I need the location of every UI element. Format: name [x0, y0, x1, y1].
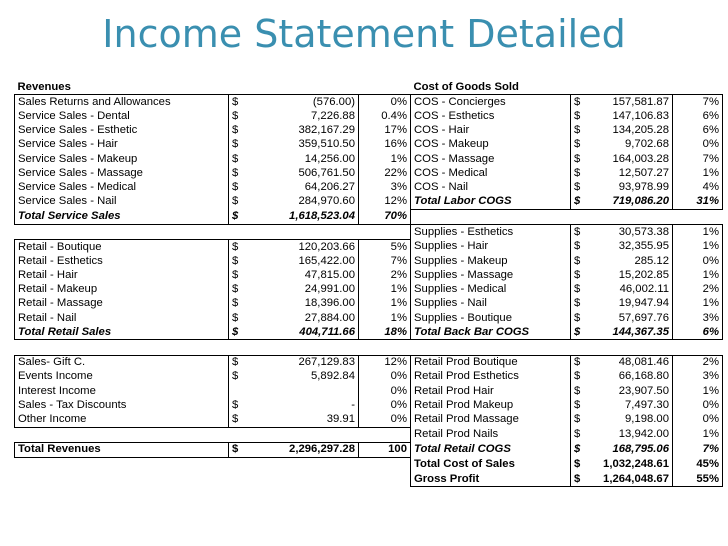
revenue-label: Retail - Esthetics: [15, 254, 229, 268]
cogs-label: Supplies - Boutique: [411, 311, 571, 325]
cogs-amount: 46,002.11: [619, 283, 669, 296]
cogs-amount: 23,907.50: [618, 384, 669, 397]
revenue-label: Service Sales - Dental: [15, 109, 229, 123]
cogs-percent: 1%: [673, 427, 723, 442]
table-row: [15, 325, 723, 340]
cogs-currency: $: [571, 224, 593, 239]
cogs-percent: 7%: [673, 152, 723, 166]
cogs-label: Supplies - Massage: [411, 268, 571, 282]
revenue-percent: 0%: [359, 412, 411, 427]
cogs-currency: $: [571, 311, 593, 325]
revenue-amount: 404,711.66: [251, 325, 359, 340]
revenue-percent: [359, 472, 411, 487]
revenue-percent: 70%: [359, 209, 411, 224]
revenue-percent: 0.4%: [359, 109, 411, 123]
revenue-amount: 5,892.84: [311, 370, 355, 383]
revenue-currency: $: [229, 442, 251, 457]
table-row: [15, 340, 723, 355]
revenue-currency: $: [229, 152, 251, 166]
table-row: [15, 240, 723, 255]
revenue-percent: 16%: [359, 138, 411, 152]
revenue-amount: 2,296,297.28: [251, 442, 359, 457]
cogs-percent: 6%: [673, 109, 723, 123]
table-row: [15, 224, 723, 239]
cogs-currency: $: [571, 195, 593, 210]
cogs-header: Cost of Goods Sold: [413, 80, 519, 93]
cogs-label: Supplies - Medical: [411, 283, 571, 297]
revenue-currency: [229, 457, 251, 472]
table-row: [15, 427, 723, 442]
revenue-percent: 7%: [359, 254, 411, 268]
revenue-label: Service Sales - Esthetic: [15, 124, 229, 138]
cogs-currency: $: [571, 138, 593, 152]
cogs-label: COS - Makeup: [411, 138, 571, 152]
cogs-percent: 0%: [673, 138, 723, 152]
revenue-label: [15, 340, 229, 355]
cogs-label: Retail Prod Boutique: [411, 355, 571, 370]
cogs-percent: 3%: [673, 370, 723, 384]
cogs-percent: [673, 340, 723, 355]
table-row: [15, 442, 723, 457]
revenue-percent: [359, 457, 411, 472]
revenue-currency: $: [229, 412, 251, 427]
table-row: [15, 457, 723, 472]
cogs-label: Supplies - Nail: [411, 297, 571, 311]
table-row: [15, 398, 723, 412]
revenue-label: Service Sales - Medical: [15, 180, 229, 194]
cogs-amount: 134,205.28: [612, 124, 669, 137]
revenue-amount: 284,970.60: [298, 195, 355, 208]
cogs-amount: 7,497.30: [625, 398, 669, 411]
revenue-amount: 39.91: [251, 412, 359, 427]
cogs-currency: $: [571, 427, 593, 442]
revenue-label: Total Revenues: [15, 442, 229, 457]
cogs-percent: 45%: [673, 457, 723, 472]
cogs-amount: 13,942.00: [618, 428, 669, 441]
revenue-label: Events Income: [15, 370, 229, 384]
revenue-currency: $: [229, 283, 251, 297]
cogs-percent: 2%: [673, 355, 723, 370]
revenue-currency: $: [229, 370, 251, 384]
revenue-percent: 100: [359, 442, 411, 457]
cogs-label: Supplies - Hair: [411, 240, 571, 255]
table-row: [15, 95, 723, 110]
cogs-currency: $: [571, 152, 593, 166]
revenue-currency: $: [229, 297, 251, 311]
cogs-label: COS - Nail: [411, 180, 571, 194]
revenue-percent: 1%: [359, 297, 411, 311]
cogs-label: [411, 340, 571, 355]
revenue-currency: $: [229, 209, 251, 224]
cogs-amount: [593, 209, 673, 224]
revenue-amount: 24,991.00: [304, 283, 355, 296]
cogs-percent: 31%: [673, 195, 723, 210]
revenue-currency: $: [229, 254, 251, 268]
cogs-amount: 19,947.94: [618, 297, 669, 310]
cogs-percent: 55%: [673, 472, 723, 487]
cogs-percent: 1%: [673, 224, 723, 239]
revenue-label: Total Retail Sales: [15, 325, 229, 340]
revenue-label: Sales Returns and Allowances: [15, 95, 229, 110]
revenue-percent: 12%: [359, 195, 411, 210]
revenue-percent: 18%: [359, 325, 411, 340]
table-row: [15, 268, 723, 282]
table-row: [15, 370, 723, 384]
cogs-percent: 6%: [673, 325, 723, 340]
cogs-percent: 1%: [673, 268, 723, 282]
revenue-currency: [229, 427, 251, 442]
revenue-label: Sales- Gift C.: [15, 355, 229, 370]
revenue-percent: 5%: [359, 240, 411, 255]
revenue-percent: 0%: [359, 95, 411, 110]
cogs-currency: $: [571, 472, 593, 487]
cogs-label: Gross Profit: [411, 472, 571, 487]
table-row: [15, 297, 723, 311]
revenue-amount: 359,510.50: [298, 138, 355, 151]
revenue-percent: 2%: [359, 268, 411, 282]
table-row: [15, 472, 723, 487]
table-row: [15, 311, 723, 325]
revenue-label: Service Sales - Nail: [15, 195, 229, 210]
cogs-amount: 1,264,048.67: [593, 472, 673, 487]
revenue-amount: [251, 384, 359, 398]
cogs-label: Retail Prod Makeup: [411, 398, 571, 412]
revenue-label: [15, 427, 229, 442]
cogs-amount: 12,507.27: [618, 166, 669, 179]
cogs-label: Total Back Bar COGS: [411, 325, 571, 340]
revenue-label: Total Service Sales: [15, 209, 229, 224]
revenue-percent: [359, 427, 411, 442]
revenue-label: Retail - Boutique: [15, 240, 229, 255]
cogs-label: COS - Concierges: [411, 95, 571, 110]
cogs-amount: 147,106.83: [612, 109, 669, 122]
revenue-label: Service Sales - Makeup: [15, 152, 229, 166]
table-row: [15, 166, 723, 180]
table-row: [15, 180, 723, 194]
cogs-currency: $: [571, 254, 593, 268]
table-row: [15, 109, 723, 123]
table-row: [15, 283, 723, 297]
revenue-amount: (576.00): [251, 95, 359, 110]
cogs-percent: 7%: [673, 442, 723, 457]
revenue-percent: 3%: [359, 180, 411, 194]
table-row: [15, 412, 723, 427]
table-row: [15, 209, 723, 224]
revenue-label: Service Sales - Hair: [15, 138, 229, 152]
cogs-amount: 285.12: [634, 254, 669, 267]
cogs-label: COS - Massage: [411, 152, 571, 166]
revenue-amount: [251, 457, 359, 472]
cogs-label: Total Labor COGS: [411, 195, 571, 210]
cogs-amount: 168,795.06: [612, 443, 669, 456]
revenue-amount: 7,226.88: [311, 109, 355, 122]
revenue-currency: $: [229, 95, 251, 110]
revenue-label: Other Income: [15, 412, 229, 427]
revenue-currency: [229, 384, 251, 398]
revenue-currency: [229, 472, 251, 487]
revenue-label: Service Sales - Massage: [15, 166, 229, 180]
cogs-amount: 93,978.99: [618, 180, 669, 193]
revenue-amount: 18,396.00: [304, 297, 355, 310]
revenue-currency: $: [229, 138, 251, 152]
cogs-currency: $: [571, 398, 593, 412]
revenue-amount: 47,815.00: [304, 269, 355, 282]
cogs-amount: 66,168.80: [618, 370, 669, 383]
cogs-percent: 0%: [673, 398, 723, 412]
cogs-label: Retail Prod Nails: [411, 427, 571, 442]
cogs-label: Total Cost of Sales: [411, 457, 571, 472]
revenue-currency: $: [229, 240, 251, 255]
revenue-label: [15, 457, 229, 472]
table-row: [15, 152, 723, 166]
income-statement-table: [14, 80, 723, 487]
cogs-currency: $: [571, 268, 593, 282]
revenue-amount: 14,256.00: [304, 152, 355, 165]
cogs-currency: $: [571, 325, 593, 340]
revenue-amount: 1,618,523.04: [251, 209, 359, 224]
cogs-amount: 32,355.95: [618, 240, 669, 253]
cogs-amount: 164,003.28: [612, 152, 669, 165]
cogs-amount: 9,198.00: [625, 413, 669, 426]
cogs-amount: 9,702.68: [625, 138, 669, 151]
cogs-currency: $: [571, 283, 593, 297]
cogs-amount: 57,697.76: [618, 311, 669, 324]
revenue-percent: 17%: [359, 124, 411, 138]
section-header-row: [15, 80, 723, 95]
revenue-currency: $: [229, 355, 251, 370]
revenue-currency: $: [229, 109, 251, 123]
revenue-label: [15, 224, 229, 239]
revenue-amount: 506,761.50: [298, 166, 355, 179]
cogs-currency: $: [571, 166, 593, 180]
cogs-percent: 1%: [673, 240, 723, 255]
revenue-currency: [229, 340, 251, 355]
revenue-amount: -: [351, 398, 355, 411]
revenue-percent: [359, 224, 411, 239]
cogs-currency: $: [571, 95, 593, 110]
revenue-percent: 22%: [359, 166, 411, 180]
revenues-header: Revenues: [17, 80, 71, 93]
table-row: [15, 384, 723, 398]
cogs-percent: [673, 209, 723, 224]
revenue-label: Sales - Tax Discounts: [15, 398, 229, 412]
cogs-label: Supplies - Esthetics: [411, 224, 571, 239]
cogs-currency: $: [571, 297, 593, 311]
cogs-currency: $: [571, 370, 593, 384]
revenue-amount: [251, 472, 359, 487]
cogs-percent: 1%: [673, 166, 723, 180]
revenue-currency: $: [229, 325, 251, 340]
revenue-currency: $: [229, 180, 251, 194]
revenue-label: Retail - Makeup: [15, 283, 229, 297]
revenue-amount: 382,167.29: [298, 124, 355, 137]
revenue-percent: 1%: [359, 283, 411, 297]
revenue-percent: [359, 340, 411, 355]
revenue-label: Retail - Nail: [15, 311, 229, 325]
cogs-amount: 48,081.46: [593, 355, 673, 370]
revenue-amount: 120,203.66: [251, 240, 359, 255]
revenue-currency: $: [229, 268, 251, 282]
cogs-label: Retail Prod Hair: [411, 384, 571, 398]
revenue-currency: $: [229, 195, 251, 210]
table-row: [15, 195, 723, 210]
revenue-percent: 0%: [359, 384, 411, 398]
cogs-label: [411, 209, 571, 224]
table-row: [15, 138, 723, 152]
revenue-amount: 165,422.00: [298, 254, 355, 267]
cogs-amount: 1,032,248.61: [603, 458, 669, 471]
revenue-percent: 0%: [359, 370, 411, 384]
cogs-amount: [593, 340, 673, 355]
table-row: [15, 124, 723, 138]
cogs-percent: 0%: [673, 254, 723, 268]
cogs-label: Total Retail COGS: [411, 442, 571, 457]
revenue-amount: 267,129.83: [251, 355, 359, 370]
cogs-currency: $: [571, 180, 593, 194]
revenue-amount: 64,206.27: [304, 180, 355, 193]
revenue-amount: [251, 340, 359, 355]
cogs-percent: 1%: [673, 297, 723, 311]
table-row: [15, 355, 723, 370]
cogs-currency: $: [571, 240, 593, 255]
cogs-label: Retail Prod Esthetics: [411, 370, 571, 384]
revenue-percent: 12%: [359, 355, 411, 370]
cogs-currency: [571, 209, 593, 224]
revenue-percent: 1%: [359, 311, 411, 325]
cogs-percent: 1%: [673, 384, 723, 398]
cogs-amount: 719,086.20: [593, 195, 673, 210]
cogs-percent: 4%: [673, 180, 723, 194]
cogs-currency: $: [571, 355, 593, 370]
cogs-currency: $: [571, 109, 593, 123]
cogs-currency: $: [571, 442, 593, 457]
cogs-label: COS - Medical: [411, 166, 571, 180]
cogs-percent: 3%: [673, 311, 723, 325]
cogs-amount: 144,367.35: [593, 325, 673, 340]
revenue-currency: $: [229, 311, 251, 325]
cogs-label: COS - Hair: [411, 124, 571, 138]
page-title: Income Statement Detailed: [102, 12, 626, 56]
cogs-percent: 7%: [673, 95, 723, 110]
revenue-percent: 1%: [359, 152, 411, 166]
cogs-amount: 15,202.85: [618, 269, 669, 282]
revenue-amount: [251, 427, 359, 442]
cogs-percent: 2%: [673, 283, 723, 297]
cogs-currency: $: [571, 384, 593, 398]
cogs-amount: 30,573.38: [593, 224, 673, 239]
cogs-currency: $: [571, 412, 593, 427]
revenue-currency: [229, 224, 251, 239]
revenue-label: Retail - Hair: [15, 268, 229, 282]
revenue-amount: [251, 224, 359, 239]
cogs-label: Retail Prod Massage: [411, 412, 571, 427]
revenue-currency: $: [229, 124, 251, 138]
revenue-percent: 0%: [359, 398, 411, 412]
revenue-currency: $: [229, 166, 251, 180]
cogs-label: COS - Esthetics: [411, 109, 571, 123]
cogs-percent: 0%: [673, 412, 723, 427]
table-row: [15, 254, 723, 268]
revenue-currency: $: [229, 398, 251, 412]
revenue-label: Interest Income: [15, 384, 229, 398]
cogs-percent: 6%: [673, 124, 723, 138]
revenue-label: [15, 472, 229, 487]
cogs-currency: $: [571, 457, 593, 472]
revenue-label: Retail - Massage: [15, 297, 229, 311]
cogs-currency: $: [571, 124, 593, 138]
revenue-amount: 27,884.00: [304, 311, 355, 324]
cogs-label: Supplies - Makeup: [411, 254, 571, 268]
cogs-amount: 157,581.87: [593, 95, 673, 110]
cogs-currency: [571, 340, 593, 355]
